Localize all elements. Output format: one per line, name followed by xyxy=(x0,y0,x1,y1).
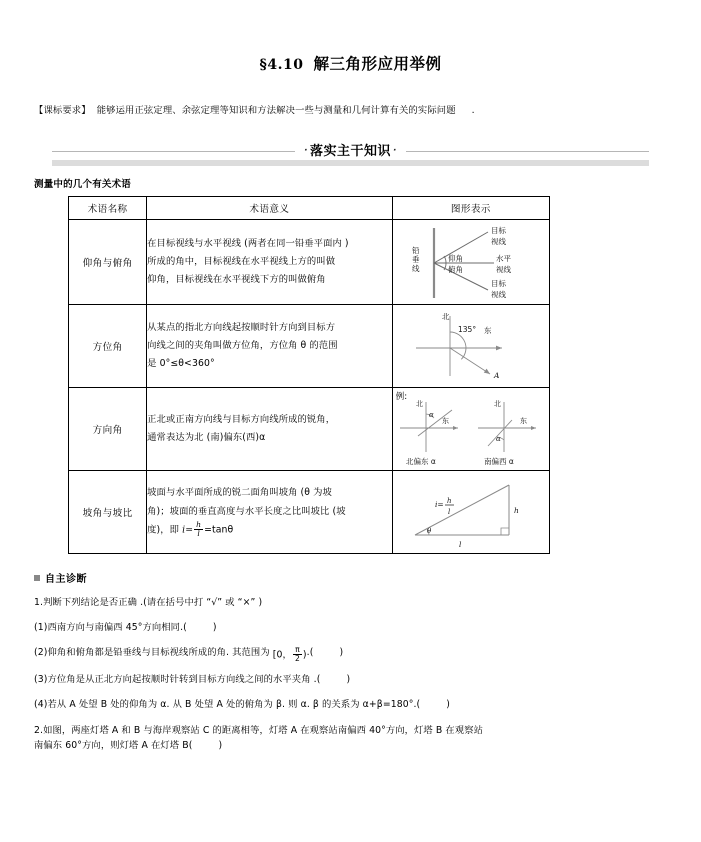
interval-fraction xyxy=(293,646,302,663)
interval-open: [ xyxy=(272,649,277,661)
item-label: (3) xyxy=(34,674,48,686)
interval-close: ) xyxy=(302,649,307,661)
term-meaning-direction xyxy=(147,387,393,470)
diagnostic-heading-text: 自主诊断 xyxy=(45,573,87,585)
interval-left: 0 xyxy=(276,649,283,661)
label-east-right: 东 xyxy=(519,416,527,425)
meaning-line: 度)，即 xyxy=(147,524,180,536)
item-close: ) xyxy=(339,646,344,658)
curriculum-requirement xyxy=(34,104,667,118)
header-term-meaning: 术语意义 xyxy=(147,196,393,219)
meaning-line: 是 0°≤θ<360° xyxy=(147,358,215,369)
section-number: §4.10 xyxy=(259,57,304,73)
band-gray-bar xyxy=(52,160,649,166)
item-text: 仰角和俯角都是铅垂线与目标视线所成的角. 其范围为 xyxy=(47,646,270,658)
question-1-item-4 xyxy=(34,698,667,713)
question-2-close: ) xyxy=(218,739,223,751)
label-depression-angle: 俯角 xyxy=(447,264,463,274)
label-point-a: A xyxy=(493,370,500,380)
interval-frac-den: 2 xyxy=(294,653,300,663)
subheading: 测量中的几个有关术语 xyxy=(34,178,132,190)
slope-triangle-diagram xyxy=(401,473,541,551)
meaning-line-with-formula xyxy=(147,521,392,540)
figure-direction-pair xyxy=(392,387,549,470)
label-angle-135: 135° xyxy=(457,324,476,334)
label-plumb-line-3: 线 xyxy=(411,263,420,273)
meaning-line: 仰角，目标视线在水平视线下方的叫做俯角 xyxy=(147,274,326,285)
meaning-line: 所成的角中，目标视线在水平视线上方的叫做 xyxy=(147,255,336,267)
band-left-dot: · xyxy=(304,146,308,157)
interval-frac-num: π xyxy=(293,646,302,655)
formula-fraction xyxy=(194,521,203,538)
term-name-direction: 方向角 xyxy=(69,387,147,470)
item-label: (2) xyxy=(34,646,48,658)
item-label: (4) xyxy=(34,699,48,711)
label-plumb-line-1: 铅 xyxy=(411,245,420,255)
label-height: h xyxy=(513,505,519,515)
term-name-slope: 坡角与坡比 xyxy=(69,470,147,553)
requirement-text: 能够运用正弦定理、余弦定理等知识和方法解决一些与测量和几何计算有关的实际问题 xyxy=(96,105,456,116)
meaning-line: 角)；坡面的垂直高度与水平长度之比叫坡比 (坡 xyxy=(147,505,346,517)
question-2 xyxy=(34,724,667,754)
table-row xyxy=(69,219,550,304)
figure-example-label: 例: xyxy=(395,391,408,402)
label-north: 北 xyxy=(441,311,450,321)
interval-comma: ， xyxy=(282,649,292,661)
label-plumb-line-2: 垂 xyxy=(411,254,420,264)
label-base: l xyxy=(458,539,462,549)
diagnostic-heading xyxy=(34,570,667,585)
label-target-line-top-2: 视线 xyxy=(490,236,506,246)
figure-elevation-depression xyxy=(392,219,549,304)
meaning-line: 在目标视线与水平视线 (两者在同一铅垂平面内 ) xyxy=(147,237,349,249)
item-close: ) xyxy=(212,621,217,633)
direction-south-west-diagram xyxy=(474,396,546,468)
term-meaning-bearing xyxy=(147,304,393,387)
label-alpha-left: α xyxy=(428,410,434,419)
formula-numerator: h xyxy=(196,519,202,529)
label-east-left: 东 xyxy=(441,416,449,425)
section-title-text: 解三角形应用举例 xyxy=(313,54,442,73)
formula-tail: =tanθ xyxy=(204,524,234,536)
header-term-name: 术语名称 xyxy=(69,196,147,219)
meaning-line: 坡面与水平面所成的锐二面角叫坡角 (θ 为坡 xyxy=(147,487,332,499)
band-right-dot: · xyxy=(393,146,397,157)
label-north-right: 北 xyxy=(493,399,501,408)
bearing-135-diagram xyxy=(406,308,536,384)
terms-table xyxy=(68,196,550,554)
bullet-square-icon xyxy=(34,575,40,581)
label-ratio-denominator: l xyxy=(447,507,451,516)
band-title xyxy=(34,140,667,159)
table-header-row xyxy=(69,196,550,219)
label-east: 东 xyxy=(483,325,492,335)
item-text: 西南方向与南偏西 45°方向相同.( xyxy=(47,621,187,633)
label-target-line-top-1: 目标 xyxy=(490,225,506,235)
term-name-elevation: 仰角与俯角 xyxy=(69,219,147,304)
term-name-bearing: 方位角 xyxy=(69,304,147,387)
question-2-text: 南偏东 60°方向，则灯塔 A 在灯塔 B( xyxy=(34,739,193,751)
label-ratio-numerator: h xyxy=(446,496,452,505)
table-row xyxy=(69,470,550,553)
elevation-depression-diagram xyxy=(396,220,546,304)
question-2-line-1: 2.如图，两座灯塔 A 和 B 与海岸观察站 C 的距离相等，灯塔 A 在观察站南偏西 40°方向，灯塔 B 在观察站 xyxy=(34,725,484,737)
label-alpha-right: α xyxy=(495,434,501,443)
item-close: ) xyxy=(346,674,351,686)
question-1-item-3 xyxy=(34,673,667,688)
formula-denominator: l xyxy=(197,528,200,538)
label-ratio-lead: i= xyxy=(434,499,444,509)
question-1-item-2 xyxy=(34,646,667,664)
meaning-line: 从某点的指北方向线起按顺时针方向到目标方 xyxy=(147,321,336,333)
item-text: 方位角是从正北方向起按顺时针转到目标方向线之间的水平夹角 .( xyxy=(47,674,321,686)
page-title xyxy=(34,0,667,74)
caption-south-west: 南偏西 α xyxy=(483,456,514,466)
figure-bearing xyxy=(392,304,549,387)
label-target-line-bottom-2: 视线 xyxy=(490,289,506,299)
meaning-line: 正北或正南方向线与目标方向线所成的锐角， xyxy=(147,413,336,425)
question-1-item-1 xyxy=(34,621,667,636)
formula-lead: i= xyxy=(182,524,194,536)
item-label: (1) xyxy=(34,621,48,633)
term-meaning-slope xyxy=(147,470,393,553)
header-figure: 图形表示 xyxy=(392,196,549,219)
question-2-line-2 xyxy=(34,739,667,754)
term-meaning-elevation xyxy=(147,219,393,304)
label-horizontal-line-2: 视线 xyxy=(495,264,511,274)
label-north-left: 北 xyxy=(415,399,423,408)
table-row xyxy=(69,304,550,387)
item-text-after: .( xyxy=(306,646,314,658)
meaning-line: 向线之间的夹角叫做方位角，方位角 θ 的范围 xyxy=(147,339,338,351)
question-1: 1.判断下列结论是否正确 .(请在括号中打 “√” 或 “×” ) xyxy=(34,596,263,608)
direction-north-east-diagram xyxy=(396,396,468,468)
item-close: ) xyxy=(446,699,451,711)
section-band xyxy=(34,140,667,166)
label-target-line-bottom-1: 目标 xyxy=(490,278,506,288)
label-elevation-angle: 仰角 xyxy=(447,253,463,263)
label-slope-angle: θ xyxy=(426,526,432,535)
table-row xyxy=(69,387,550,470)
caption-north-east: 北偏东 α xyxy=(405,456,436,466)
requirement-trailing: . xyxy=(471,105,475,116)
band-title-text: 落实主干知识 xyxy=(309,143,391,159)
label-horizontal-line-1: 水平 xyxy=(495,253,511,263)
item-text: 若从 A 处望 B 处的仰角为 α. 从 B 处望 A 处的俯角为 β. 则 α. β 的关系为 α+β=180°.( xyxy=(47,699,421,711)
figure-slope-triangle xyxy=(392,470,549,553)
interval-notation xyxy=(273,646,307,663)
meaning-line: 通常表达为北 (南)偏东(西)α xyxy=(147,431,266,443)
requirement-label: 【课标要求】 xyxy=(34,105,91,116)
